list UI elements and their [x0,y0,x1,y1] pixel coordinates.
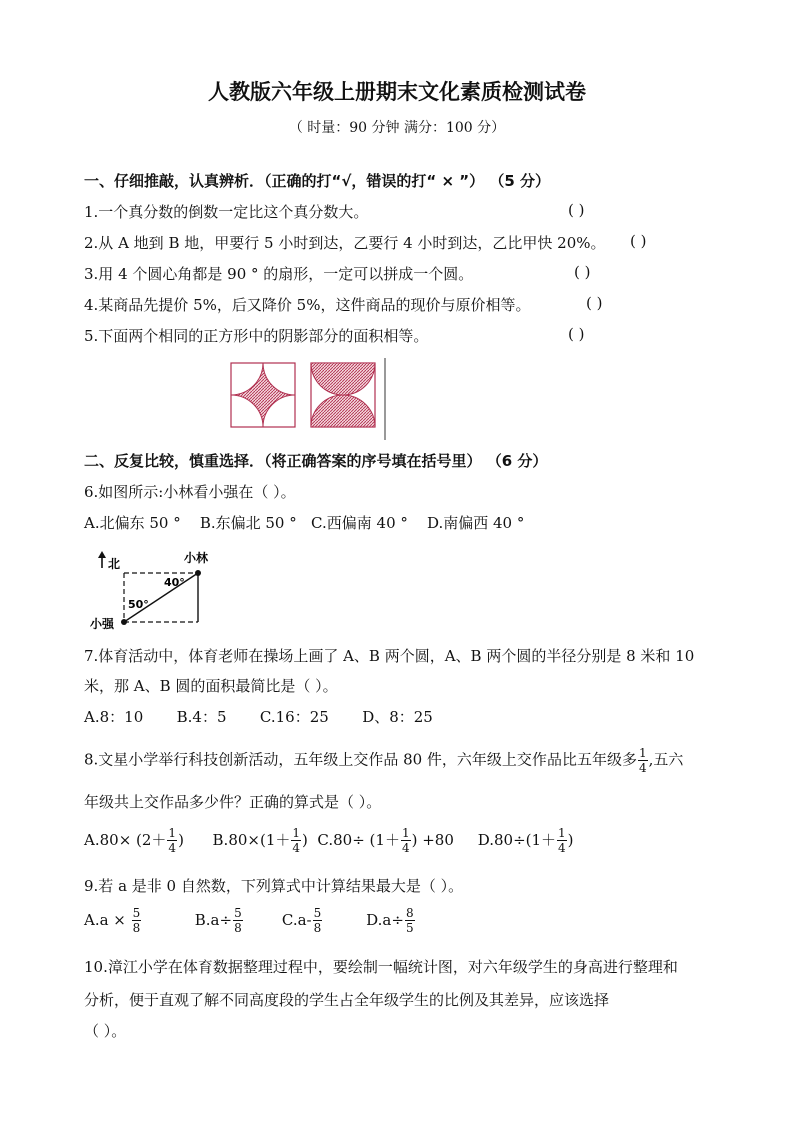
xiaolin-point [195,570,201,576]
question-3: 3.用 4 个圆心角都是 90 ° 的扇形，一定可以拼成一个圆。 [84,265,474,283]
xiaoqiang-point [121,619,127,625]
option-a: A.8：10 [84,708,144,726]
question-9: 9.若 a 是非 0 自然数，下列算式中计算结果最大是（ ）。 [84,877,464,895]
question-7-line-2: 米，那 A、B 圆的面积最简比是（ ）。 [84,677,338,695]
question-8-text: 8.文星小学举行科技创新活动，五年级上交作品 80 件，六年级上交作品比五年级多 [84,750,637,769]
page-title: 人教版六年级上册期末文化素质检测试卷 [208,80,586,104]
question-8-options [84,826,574,855]
question-8-line-2: 年级共上交作品多少件？正确的算式是（ ）。 [84,793,382,811]
shaded-squares-figure [225,358,395,440]
option-b: B.4：5 [176,708,227,726]
option-c: C.西偏南 40 ° [311,514,408,532]
north-arrow-icon [98,551,106,558]
question-2: 2.从 A 地到 B 地，甲要行 5 小时到达，乙要行 4 小时到达，乙比甲快 20%。 [84,234,606,252]
question-8-tail: ,五六 [648,750,684,769]
direction-figure [84,546,224,632]
question-10-line-2: 分析，便于直观了解不同高度段的学生占全年级学生的比例及其差异，应该选择 [84,991,610,1009]
question-10-line-1: 10.漳江小学在体育数据整理过程中，要绘制一幅统计图，对六年级学生的身高进行整理和 [84,958,678,976]
option-d: D.80÷(1＋ $\frac{1}{4}$ ) [477,826,574,855]
option-a: A.a × $\frac{5}{8}$ [84,906,141,935]
angle-40-label: 40° [164,576,185,589]
fraction-one-quarter: $\frac{1}{4}$ [638,746,647,775]
question-7-options [84,706,433,727]
section-2-heading: 二、反复比较，慎重选择．（将正确答案的序号填在括号里） （6 分） [84,452,548,470]
option-d: D.南偏西 40 ° [426,514,525,532]
question-5: 5.下面两个相同的正方形中的阴影部分的面积相等。 [84,327,429,345]
xiaoqiang-label: 小强 [90,617,115,631]
question-6: 6.如图所示:小林看小强在（ ）。 [84,483,296,501]
answer-blank-4: ( ) [586,294,603,312]
xiaolin-label: 小林 [184,551,209,565]
option-b: B.东偏北 50 ° [199,514,297,532]
option-b: B.a÷ $\frac{5}{8}$ [194,906,242,935]
option-c: C.80÷ (1＋ $\frac{1}{4}$ ) +80 [317,826,454,855]
option-d: D.a÷ $\frac{8}{5}$ [366,906,414,935]
square-right [311,363,375,427]
question-9-options [84,906,416,935]
answer-blank-2: ( ) [630,232,647,250]
answer-blank-1: ( ) [568,201,585,219]
answer-blank-3: ( ) [574,263,591,281]
question-6-options [84,512,524,533]
angle-50-label: 50° [128,598,149,611]
option-a: A.北偏东 50 ° [84,514,181,532]
option-b: B.80×(1＋ $\frac{1}{4}$ ) [212,826,308,855]
question-1: 1.一个真分数的倒数一定比这个真分数大。 [84,203,369,221]
answer-blank-5: ( ) [568,325,585,343]
exam-info: （ 时量：90 分钟 满分：100 分） [288,120,506,136]
square-left [231,363,295,427]
option-c: C.16：25 [259,708,329,726]
north-label: 北 [108,557,121,571]
option-d: D、8：25 [362,708,433,726]
question-8-line-1 [84,746,683,775]
option-c: C.a- $\frac{5}{8}$ [281,906,322,935]
question-7-line-1: 7.体育活动中，体育老师在操场上画了 A、B 两个圆，A、B 两个圆的半径分别是 8 米和 10 [84,647,695,665]
question-4: 4.某商品先提价 5%，后又降价 5%，这件商品的现价与原价相等。 [84,296,531,314]
section-1-heading: 一、仔细推敲，认真辨析．（正确的打“√，错误的打“ × ”） （5 分） [84,172,550,190]
option-a: A.80× (2＋ $\frac{1}{4}$ ) [84,826,184,855]
question-10-line-3: （ ）。 [84,1022,127,1040]
